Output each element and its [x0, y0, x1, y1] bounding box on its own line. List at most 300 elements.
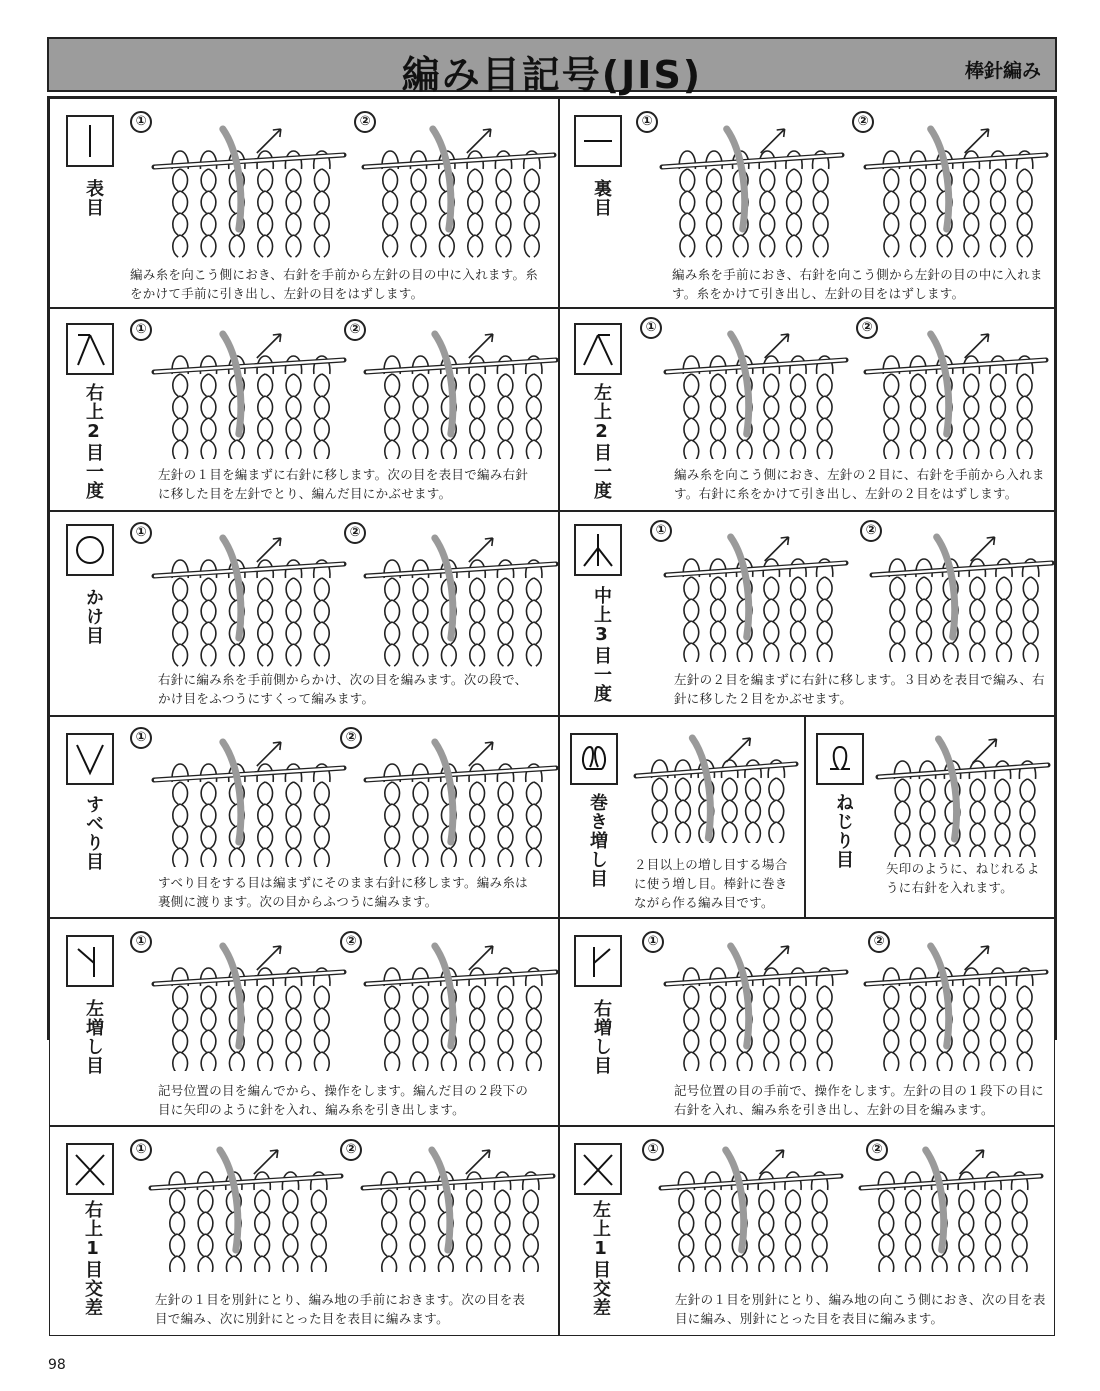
stitch-leg: [891, 191, 898, 213]
stitch-leg: [691, 599, 698, 621]
stitch-leg: [732, 1256, 739, 1272]
stitch-leg: [920, 801, 927, 823]
stitch-leg: [791, 374, 798, 396]
stitch-leg: [392, 1030, 399, 1052]
stitch-leg: [966, 1256, 973, 1272]
twisted-stitch-illustration: [872, 727, 1052, 857]
stitch-leg: [998, 418, 1005, 440]
stitch-leg: [890, 577, 897, 599]
stitch-leg: [385, 804, 392, 826]
stitch-leg: [258, 578, 265, 600]
stitch-leg: [262, 1234, 269, 1256]
knitting-diagram: [148, 931, 348, 1071]
cast-on-increase-illustration: [630, 733, 800, 843]
stitch-leg: [993, 1234, 1000, 1256]
stitch-leg: [679, 1234, 686, 1256]
stitch-leg: [932, 1212, 939, 1234]
stitch-leg: [1017, 374, 1024, 396]
stitch-leg: [498, 804, 505, 826]
stitch-leg: [294, 826, 301, 848]
stitch-leg: [680, 191, 687, 213]
stitch-leg: [1028, 801, 1035, 823]
knitting-diagram: [872, 727, 1052, 857]
knitting-diagram: [148, 522, 348, 667]
stitch-leg: [964, 191, 971, 213]
stitch-leg: [201, 418, 208, 440]
stitch-leg: [764, 374, 771, 396]
stitch-leg: [258, 1052, 265, 1071]
stitch-leg: [1017, 213, 1024, 235]
stitch-leg: [684, 643, 691, 662]
stitch-leg: [769, 800, 776, 822]
stitch-leg: [470, 848, 477, 867]
stitch-leg: [385, 782, 392, 804]
stitch-leg: [686, 1234, 693, 1256]
knitting-diagram: [855, 1136, 1045, 1272]
stitch-leg: [821, 191, 828, 213]
stitch-leg: [737, 643, 744, 662]
step-1-badge: ①: [130, 727, 152, 749]
stitch-leg: [766, 1190, 773, 1212]
knitting-diagram: [860, 931, 1050, 1071]
decrease-step-1-illustration: [660, 319, 850, 459]
stitch-leg: [385, 578, 392, 600]
stitch-leg: [322, 600, 329, 622]
stitch-leg: [413, 418, 420, 440]
stitch-leg: [265, 191, 272, 213]
stitch-leg: [924, 621, 931, 643]
knitting-needle-highlight: [667, 563, 845, 575]
symbol-label: かけ目: [83, 588, 104, 645]
stitch-leg: [498, 374, 505, 396]
stitch-leg: [265, 1030, 272, 1052]
stitch-leg: [1031, 621, 1038, 643]
stitch-leg: [468, 235, 475, 257]
knitting-diagram: [360, 727, 559, 867]
stitch-leg: [475, 191, 482, 213]
stitch-leg: [534, 600, 541, 622]
stitch-leg: [1025, 1052, 1032, 1071]
stitch-leg: [699, 822, 706, 843]
stitch-leg: [966, 1234, 973, 1256]
stitch-leg: [903, 845, 910, 857]
stitch-leg: [991, 169, 998, 191]
stitch-leg: [201, 848, 208, 867]
stitch-leg: [229, 191, 236, 213]
stitch-leg: [294, 600, 301, 622]
stitch-leg: [314, 374, 321, 396]
stitch-leg: [764, 1052, 771, 1071]
stitch-leg: [526, 578, 533, 600]
knitting-diagram: [357, 1136, 557, 1272]
stitch-leg: [385, 418, 392, 440]
stitch-leg: [707, 169, 714, 191]
stitch-leg: [791, 396, 798, 418]
stitch-leg: [449, 440, 456, 459]
stitch-leg: [258, 374, 265, 396]
stitch-leg: [201, 191, 208, 213]
stitch-leg: [173, 804, 180, 826]
stitch-leg: [771, 396, 778, 418]
stitch-leg: [1012, 1212, 1019, 1234]
stitch-leg: [1003, 845, 1010, 857]
stitch-leg: [470, 418, 477, 440]
stitch-leg: [793, 1190, 800, 1212]
stitch-leg: [201, 1008, 208, 1030]
stitch-leg: [993, 1256, 1000, 1272]
stitch-leg: [286, 169, 293, 191]
stitch-leg: [532, 191, 539, 213]
stitch-leg: [449, 848, 456, 867]
stitch-leg: [470, 622, 477, 644]
stitch-leg: [767, 191, 774, 213]
stitch-leg: [711, 599, 718, 621]
stitch-leg: [713, 1234, 720, 1256]
stitch-leg: [825, 396, 832, 418]
direction-arrow-icon: [765, 537, 789, 561]
knitting-needle-highlight: [873, 563, 1051, 575]
stitch-leg: [676, 778, 683, 800]
stitch-leg: [1017, 396, 1024, 418]
stitch-leg: [322, 1052, 329, 1071]
stitch-leg: [991, 418, 998, 440]
stitch-leg: [382, 1190, 389, 1212]
purl-step-2-illustration: [860, 111, 1050, 261]
stitch-leg: [201, 1052, 208, 1071]
stitch-leg: [477, 782, 484, 804]
symbol-label: すべり目: [83, 795, 104, 871]
stitch-leg: [1031, 599, 1038, 621]
stitch-leg: [897, 577, 904, 599]
direction-arrow-icon: [960, 1150, 984, 1174]
stitch-leg: [798, 1008, 805, 1030]
stitch-leg: [686, 1190, 693, 1212]
stitch-leg: [991, 396, 998, 418]
stitch-leg: [825, 986, 832, 1008]
knitting-diagram: [145, 1136, 345, 1272]
stitch-leg: [787, 191, 794, 213]
stitch-leg: [711, 1030, 718, 1052]
stitch-leg: [895, 801, 902, 823]
stitch-leg: [722, 800, 729, 822]
stitch-leg: [821, 235, 828, 257]
stitch-leg: [258, 804, 265, 826]
stitch-leg: [812, 1256, 819, 1272]
step-1-badge: ①: [130, 319, 152, 341]
stitch-leg: [229, 848, 236, 867]
stitch-leg: [468, 169, 475, 191]
stitch-leg: [419, 235, 426, 257]
step-1-badge: ①: [650, 520, 672, 542]
stitch-leg: [229, 644, 236, 666]
stitch-leg: [180, 578, 187, 600]
symbol-label: 左上1目交差: [590, 1200, 611, 1317]
stitch-leg: [198, 1234, 205, 1256]
knitting-diagram: [660, 319, 850, 459]
stitch-leg: [498, 396, 505, 418]
stitch-leg: [421, 1008, 428, 1030]
stitch-leg: [206, 1212, 213, 1234]
stitch-leg: [286, 1030, 293, 1052]
stitch-leg: [791, 621, 798, 643]
stitch-leg: [209, 600, 216, 622]
stitch-leg: [180, 213, 187, 235]
stitch-leg: [964, 213, 971, 235]
symbol-label: 巻き増し目: [587, 793, 608, 888]
stitch-leg: [684, 577, 691, 599]
stitch-leg: [964, 1030, 971, 1052]
stitch-leg: [498, 1030, 505, 1052]
stitch-leg: [945, 845, 952, 857]
stitch-leg: [791, 1052, 798, 1071]
stitch-leg: [991, 374, 998, 396]
stitch-leg: [470, 1052, 477, 1071]
stitch-leg: [286, 578, 293, 600]
stitch-leg: [439, 191, 446, 213]
stitch-leg: [964, 374, 971, 396]
stitch-leg: [970, 845, 977, 857]
stitch-leg: [294, 418, 301, 440]
stitch-leg: [932, 1234, 939, 1256]
stitch-leg: [978, 845, 985, 857]
stitch-leg: [526, 1030, 533, 1052]
stitch-leg: [679, 1256, 686, 1272]
stitch-leg: [265, 1008, 272, 1030]
stitch-leg: [389, 1212, 396, 1234]
stitch-leg: [1028, 845, 1035, 857]
stitch-leg: [495, 1256, 502, 1272]
stitch-leg: [970, 779, 977, 801]
stitch-leg: [413, 600, 420, 622]
stitch-leg: [918, 235, 925, 257]
knitting-diagram: [358, 111, 558, 261]
knitting-diagram: [660, 522, 850, 662]
stitch-leg: [786, 1190, 793, 1212]
stitch-leg: [322, 578, 329, 600]
stitch-leg: [971, 213, 978, 235]
direction-arrow-icon: [469, 742, 493, 766]
stitch-leg: [209, 169, 216, 191]
stitch-leg: [917, 643, 924, 662]
stitch-leg: [474, 1234, 481, 1256]
stitch-leg: [524, 169, 531, 191]
stitch-leg: [964, 440, 971, 459]
stitch-leg: [265, 169, 272, 191]
stitch-leg: [385, 826, 392, 848]
stitch-leg: [173, 600, 180, 622]
stitch-leg: [825, 374, 832, 396]
stitch-leg: [1004, 577, 1011, 599]
stitch-leg: [891, 235, 898, 257]
stitch-leg: [477, 622, 484, 644]
stitch-leg: [959, 1190, 966, 1212]
stitch-leg: [177, 1234, 184, 1256]
stitch-leg: [209, 374, 216, 396]
stitch-leg: [439, 235, 446, 257]
stitch-leg: [385, 1052, 392, 1071]
stitch-leg: [392, 782, 399, 804]
symbol-label: 裏目: [591, 179, 612, 217]
stitch-leg: [791, 986, 798, 1008]
stitch-leg: [764, 1030, 771, 1052]
stitch-leg: [322, 235, 329, 257]
stitch-leg: [506, 600, 513, 622]
stitch-description: 左針の２目を編まずに右針に移します。３目めを表目で編み、右針に移した２目をかぶせます。: [674, 672, 1045, 706]
stitch-leg: [421, 622, 428, 644]
stitch-leg: [660, 822, 667, 843]
stitch-leg: [258, 986, 265, 1008]
stitch-leg: [691, 396, 698, 418]
stitch-leg: [201, 600, 208, 622]
stitch-leg: [718, 986, 725, 1008]
stitch-leg: [198, 1256, 205, 1272]
step-1-badge: ①: [130, 111, 152, 133]
step-1-badge: ①: [640, 317, 662, 339]
stitch-leg: [776, 800, 783, 822]
page-number: 98: [48, 1357, 66, 1373]
stitch-leg: [733, 191, 740, 213]
stitch-leg: [676, 800, 683, 822]
stitch-leg: [913, 1212, 920, 1234]
stitch-leg: [477, 600, 484, 622]
step-2-badge: ②: [344, 522, 366, 544]
stitch-leg: [945, 235, 952, 257]
stitch-leg: [913, 1190, 920, 1212]
stitch-leg: [314, 169, 321, 191]
knitting-needle-highlight: [667, 360, 845, 372]
stitch-leg: [258, 235, 265, 257]
left-increase-step-1-illustration: [148, 931, 348, 1071]
stitch-leg: [1025, 235, 1032, 257]
knitting-needle-highlight: [879, 765, 1047, 777]
stitch-leg: [470, 804, 477, 826]
stitch-leg: [820, 1234, 827, 1256]
stitch-leg: [534, 826, 541, 848]
stitch-leg: [793, 1212, 800, 1234]
stitch-leg: [998, 440, 1005, 459]
stitch-leg: [180, 235, 187, 257]
stitch-leg: [201, 804, 208, 826]
stitch-leg: [886, 1212, 893, 1234]
stitch-leg: [753, 778, 760, 800]
stitch-leg: [173, 578, 180, 600]
stitch-leg: [997, 621, 1004, 643]
stitch-leg: [746, 800, 753, 822]
stitch-leg: [706, 1256, 713, 1272]
knit-step-2-illustration: [358, 111, 558, 261]
stitch-leg: [652, 778, 659, 800]
stitch-leg: [794, 213, 801, 235]
stitch-leg: [421, 396, 428, 418]
stitch-leg: [413, 396, 420, 418]
stitch-leg: [385, 644, 392, 666]
stitch-leg: [258, 418, 265, 440]
stitch-leg: [714, 169, 721, 191]
stitch-leg: [722, 778, 729, 800]
stitch-leg: [884, 191, 891, 213]
stitch-leg: [411, 169, 418, 191]
stitch-leg: [258, 169, 265, 191]
stitch-leg: [997, 643, 1004, 662]
stitch-leg: [286, 1008, 293, 1030]
stitch-leg: [884, 396, 891, 418]
stitch-leg: [786, 1234, 793, 1256]
stitch-leg: [718, 599, 725, 621]
stitch-leg: [928, 779, 935, 801]
stitch-leg: [201, 374, 208, 396]
stitch-leg: [793, 1256, 800, 1272]
stitch-leg: [769, 822, 776, 843]
stitch-leg: [477, 1030, 484, 1052]
stitch-leg: [691, 643, 698, 662]
stitch-leg: [498, 644, 505, 666]
slip-stitch-step-2-illustration: [360, 727, 559, 867]
stitch-leg: [201, 826, 208, 848]
stitch-leg: [258, 848, 265, 867]
stitch-leg: [711, 1008, 718, 1030]
stitch-leg: [759, 1234, 766, 1256]
stitch-leg: [991, 213, 998, 235]
cell-migiue2: [49, 308, 559, 511]
stitch-leg: [173, 986, 180, 1008]
stitch-leg: [718, 418, 725, 440]
stitch-leg: [1020, 779, 1027, 801]
stitch-leg: [1012, 1234, 1019, 1256]
stitch-leg: [506, 578, 513, 600]
stitch-leg: [998, 1030, 1005, 1052]
direction-arrow-icon: [965, 946, 989, 970]
stitch-leg: [906, 1190, 913, 1212]
stitch-leg: [791, 1030, 798, 1052]
stitch-leg: [173, 848, 180, 867]
vertical-line-icon: [66, 115, 114, 167]
stitch-leg: [495, 1234, 502, 1256]
stitch-leg: [390, 213, 397, 235]
stitch-leg: [798, 396, 805, 418]
stitch-leg: [477, 804, 484, 826]
stitch-leg: [534, 782, 541, 804]
knitting-needle-highlight: [662, 1176, 840, 1188]
stitch-leg: [314, 600, 321, 622]
stitch-leg: [506, 644, 513, 666]
stitch-leg: [691, 440, 698, 459]
stitch-leg: [382, 1256, 389, 1272]
stitch-leg: [532, 169, 539, 191]
knitting-diagram: [866, 522, 1055, 662]
stitch-leg: [991, 1052, 998, 1071]
knitting-diagram: [860, 319, 1050, 459]
stitch-leg: [498, 622, 505, 644]
stitch-leg: [891, 169, 898, 191]
stitch-leg: [265, 848, 272, 867]
stitch-leg: [798, 643, 805, 662]
page-title: 編み目記号(JIS): [401, 53, 703, 97]
knitting-diagram: [655, 1136, 845, 1272]
stitch-leg: [737, 621, 744, 643]
stitch-leg: [534, 440, 541, 459]
stitch-leg: [813, 235, 820, 257]
stitch-leg: [438, 1234, 445, 1256]
stitch-leg: [173, 1052, 180, 1071]
stitch-leg: [966, 1190, 973, 1212]
stitch-leg: [798, 1030, 805, 1052]
decrease-step-2-illustration: [360, 319, 559, 459]
stitch-leg: [918, 396, 925, 418]
step-2-badge: ②: [860, 520, 882, 542]
stitch-leg: [286, 396, 293, 418]
stitch-leg: [534, 396, 541, 418]
stitch-leg: [311, 1212, 318, 1234]
